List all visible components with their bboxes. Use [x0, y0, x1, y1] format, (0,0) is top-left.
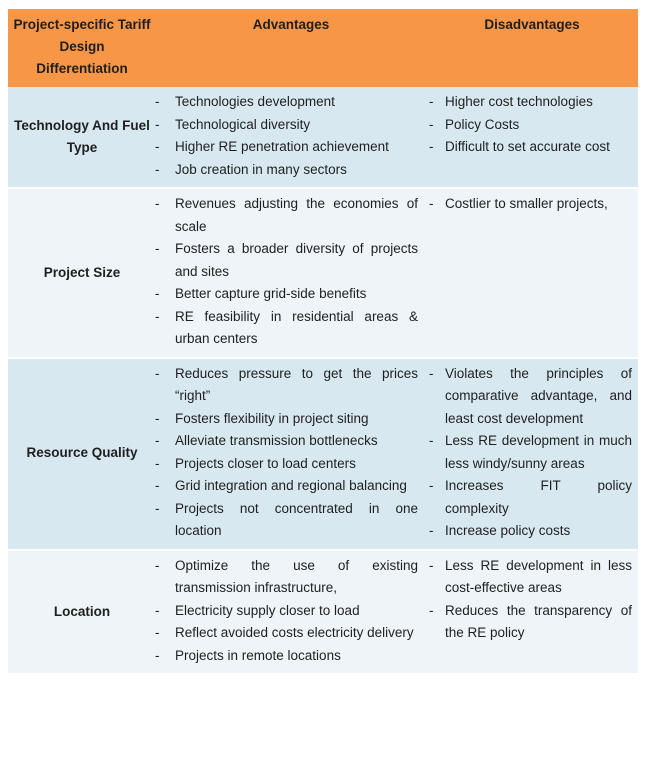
advantages-list [156, 91, 418, 181]
disadvantages-list [426, 91, 632, 159]
table-row [8, 87, 638, 188]
disadvantages-list [426, 555, 632, 645]
disadvantages-cell [426, 358, 638, 550]
list-item: - Less RE development in less cost-effective areas [426, 555, 632, 600]
table-body [8, 87, 638, 674]
tariff-comparison-table [8, 9, 638, 675]
disadvantages-cell [426, 550, 638, 675]
list-item: - Grid integration and regional balancing [152, 475, 418, 498]
table-row [8, 550, 638, 675]
table-header [8, 9, 638, 87]
header-advantages: Advantages [156, 9, 426, 87]
list-item: - Violates the principles of comparative advantage, and least cost development [426, 363, 632, 431]
list-item: - Projects not concentrated in one location [152, 498, 418, 543]
advantages-cell [156, 358, 426, 550]
list-item: - Alleviate transmission bottlenecks [152, 430, 418, 453]
list-item: - Fosters flexibility in project siting [152, 408, 418, 431]
advantages-cell [156, 87, 426, 188]
list-item: - RE feasibility in residential areas & urban centers [152, 306, 418, 351]
list-item: - Reflect avoided costs electricity delivery [152, 622, 418, 645]
table-row [8, 358, 638, 550]
disadvantages-cell [426, 188, 638, 358]
list-item: - Policy Costs [426, 114, 632, 137]
list-item: - Higher RE penetration achievement [152, 136, 418, 159]
list-item: - Less RE development in much less windy/sunny areas [426, 430, 632, 475]
list-item: - Revenues adjusting the economies of scale [152, 193, 418, 238]
advantages-list [156, 555, 418, 668]
list-item: - Higher cost technologies [426, 91, 632, 114]
list-item: - Reduces pressure to get the prices “right” [152, 363, 418, 408]
row-label: Technology And Fuel Type [8, 87, 156, 188]
list-item: - Difficult to set accurate cost [426, 136, 632, 159]
header-row [8, 9, 638, 87]
table-row [8, 188, 638, 358]
list-item: - Reduces the transparency of the RE policy [426, 600, 632, 645]
list-item: - Better capture grid-side benefits [152, 283, 418, 306]
advantages-list [156, 363, 418, 543]
row-label: Resource Quality [8, 358, 156, 550]
list-item: - Increase policy costs [426, 520, 632, 543]
list-item: - Technologies development [152, 91, 418, 114]
list-item: - Projects in remote locations [152, 645, 418, 668]
list-item: - Costlier to smaller projects, [426, 193, 632, 216]
row-label: Project Size [8, 188, 156, 358]
advantages-list [156, 193, 418, 351]
list-item: - Optimize the use of existing transmission infrastructure, [152, 555, 418, 600]
tariff-comparison-table-wrapper [8, 9, 638, 675]
list-item: - Technological diversity [152, 114, 418, 137]
advantages-cell [156, 188, 426, 358]
list-item: - Electricity supply closer to load [152, 600, 418, 623]
header-design-differentiation: Project-specific Tariff Design Differentiation [8, 9, 156, 87]
row-label: Location [8, 550, 156, 675]
list-item: - Fosters a broader diversity of projects and sites [152, 238, 418, 283]
header-disadvantages: Disadvantages [426, 9, 638, 87]
advantages-cell [156, 550, 426, 675]
list-item: - Projects closer to load centers [152, 453, 418, 476]
list-item: - Increases FIT policy complexity [426, 475, 632, 520]
list-item: - Job creation in many sectors [152, 159, 418, 182]
disadvantages-list [426, 193, 632, 216]
disadvantages-cell [426, 87, 638, 188]
disadvantages-list [426, 363, 632, 543]
